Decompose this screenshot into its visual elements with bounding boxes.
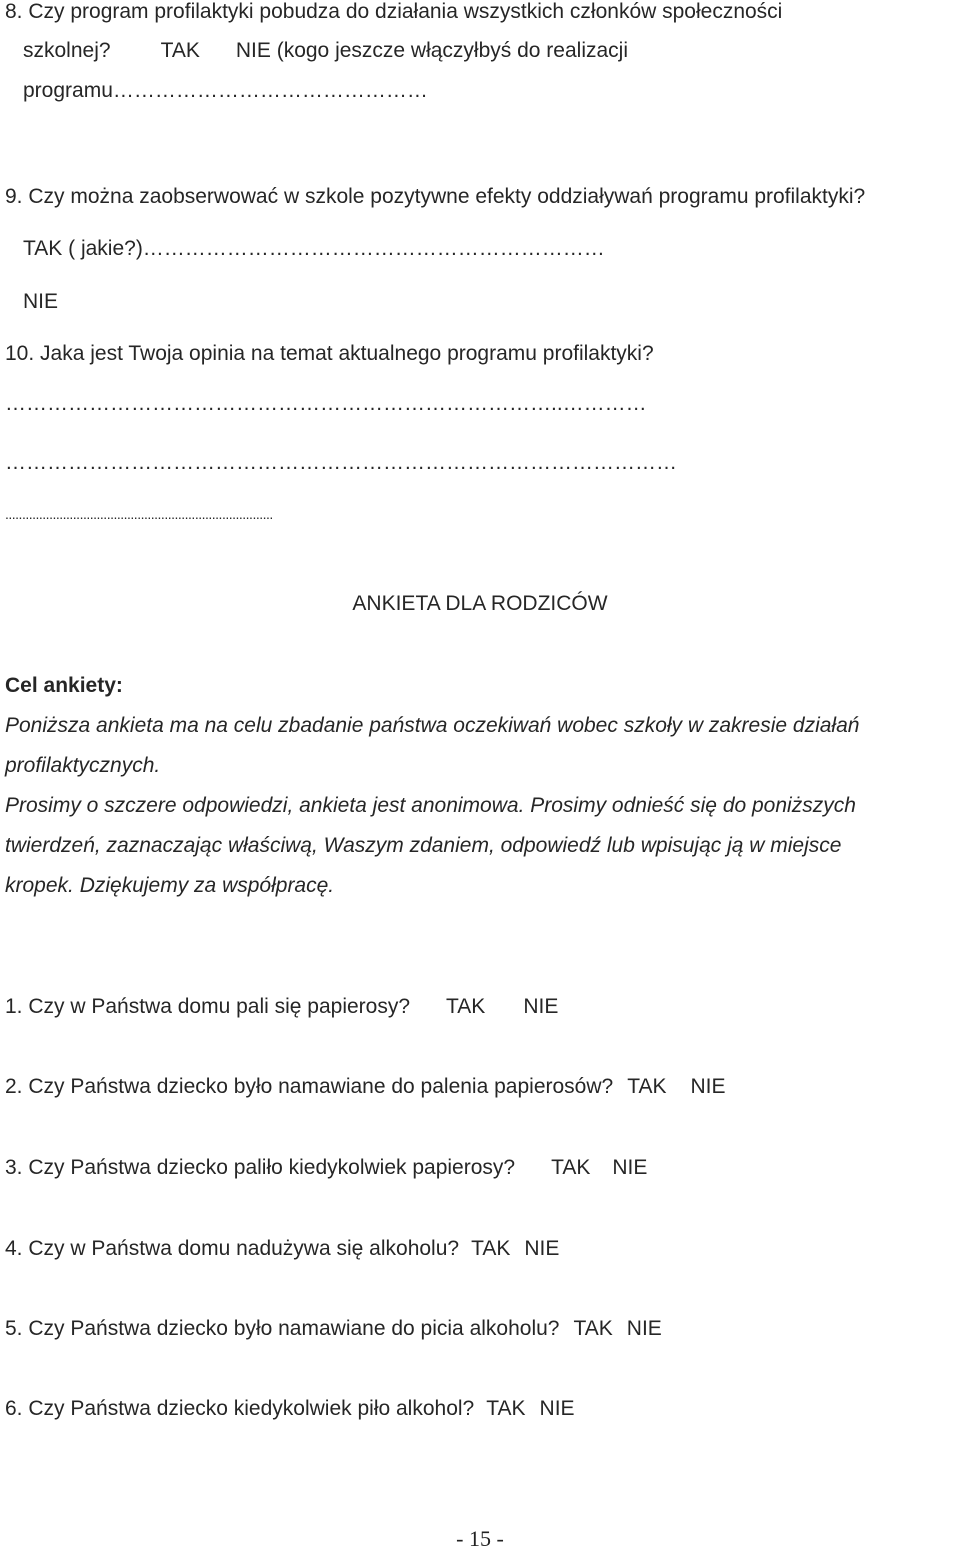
question-2-text: 2. Czy Państwa dziecko było namawiane do palenia papierosów? — [5, 1075, 614, 1098]
page-number: - 15 - — [456, 1526, 504, 1551]
q9-line-1: 9. Czy można zaobserwować w szkole pozytywne efekty oddziaływań programu profilaktyki? — [5, 185, 866, 208]
question-2 — [5, 1075, 726, 1099]
q8-option-nie: NIE (kogo jeszcze włączyłbyś do realizacji — [235, 39, 628, 62]
q8-option-tak: TAK — [160, 39, 200, 62]
q10-answer-dots-1: ……………………………………………………………………..………… — [5, 392, 647, 415]
survey-title: ANKIETA DLA RODZICÓW — [352, 592, 608, 615]
question-1-option-nie: NIE — [523, 995, 559, 1018]
question-2-option-nie: NIE — [690, 1075, 726, 1098]
q10-answer-dots-2: …………………………………………………………………………………… — [5, 451, 677, 474]
question-1 — [5, 995, 558, 1019]
q8-line-1: 8. Czy program profilaktyki pobudza do działania wszystkich członków społeczności — [5, 0, 783, 23]
question-4-option-tak: TAK — [471, 1237, 511, 1260]
q8-question-end: szkolnej? — [23, 39, 111, 62]
survey-intro-line-5: kropek. Dziękujemy za współpracę. — [5, 874, 335, 897]
question-3-option-tak: TAK — [551, 1156, 591, 1179]
q8-line-2 — [23, 39, 628, 63]
question-3 — [5, 1156, 647, 1180]
question-3-text: 3. Czy Państwa dziecko paliło kiedykolwiek papierosy? — [5, 1156, 516, 1179]
question-4-option-nie: NIE — [524, 1237, 560, 1260]
q8-line-3: programu……………………………………… — [23, 79, 428, 102]
question-6-option-nie: NIE — [539, 1397, 575, 1420]
question-5-option-tak: TAK — [573, 1317, 613, 1340]
question-4-text: 4. Czy w Państwa domu nadużywa się alkoholu? — [5, 1237, 460, 1260]
survey-goal-label: Cel ankiety: — [5, 674, 123, 697]
question-5-text: 5. Czy Państwa dziecko było namawiane do picia alkoholu? — [5, 1317, 560, 1340]
question-5 — [5, 1317, 662, 1341]
q9-option-nie: NIE — [23, 290, 59, 313]
q9-option-tak: TAK ( jakie?)………………………………………………………… — [23, 237, 605, 260]
survey-intro-line-3: Prosimy o szczere odpowiedzi, ankieta jest anonimowa. Prosimy odnieść się do poniższych — [5, 794, 856, 817]
q10-answer-dots-3: ............................................................................... — [5, 506, 273, 522]
survey-intro-line-1: Poniższa ankieta ma na celu zbadanie państwa oczekiwań wobec szkoły w zakresie działań — [5, 714, 860, 737]
survey-intro-line-2: profilaktycznych. — [5, 754, 161, 777]
question-5-option-nie: NIE — [626, 1317, 662, 1340]
question-6-option-tak: TAK — [486, 1397, 526, 1420]
question-1-option-tak: TAK — [446, 995, 486, 1018]
question-4 — [5, 1237, 559, 1261]
question-3-option-nie: NIE — [612, 1156, 648, 1179]
survey-intro-line-4: twierdzeń, zaznaczając właściwą, Waszym zdaniem, odpowiedź lub wpisując ją w miejsce — [5, 834, 842, 857]
question-1-text: 1. Czy w Państwa domu pali się papierosy? — [5, 995, 411, 1018]
question-6 — [5, 1397, 575, 1421]
question-2-option-tak: TAK — [627, 1075, 667, 1098]
q10-line-1: 10. Jaka jest Twoja opinia na temat aktualnego programu profilaktyki? — [5, 342, 654, 365]
question-6-text: 6. Czy Państwa dziecko kiedykolwiek piło alkohol? — [5, 1397, 475, 1420]
